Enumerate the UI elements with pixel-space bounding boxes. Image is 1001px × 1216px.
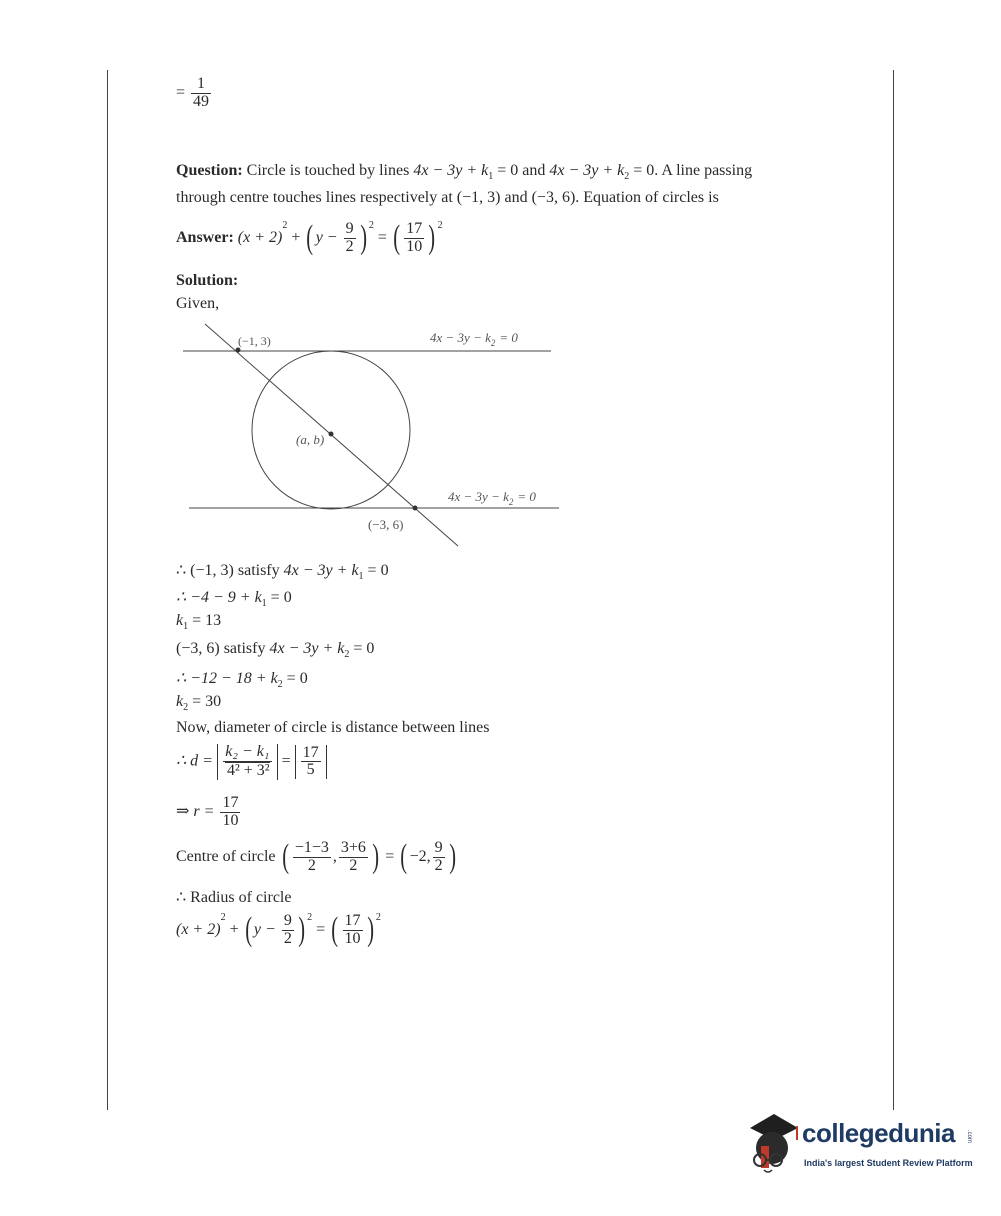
subscript: 1 [358, 571, 364, 582]
step-1 [176, 560, 389, 582]
step-4 [176, 640, 374, 660]
fraction-numerator: 9 [283, 912, 292, 930]
question-label: Question: [176, 162, 243, 179]
question-text-2: through centre touches lines respectively at [176, 189, 453, 206]
step-diameter [176, 744, 327, 780]
step-5 [176, 668, 308, 690]
label-line-top: $4x - 3y - k_2 = 0$ [430, 330, 518, 348]
step-text: ∴ d = [176, 752, 213, 770]
step-3 [176, 612, 221, 632]
right-paren: ) [372, 838, 379, 876]
fraction-denominator: 10 [406, 237, 423, 255]
subscript: 2 [183, 702, 189, 713]
right-paren: ) [366, 911, 374, 949]
right-paren: ) [298, 911, 305, 949]
step-text: ∴ (−1, 3) [176, 562, 234, 579]
point-top-dot [236, 348, 241, 353]
step-text: ∴ −4 − 9 + k [176, 589, 262, 606]
step-text: 4x − 3y + k [283, 562, 359, 579]
fraction-denominator: 2 [434, 856, 443, 874]
step-text: = 13 [192, 612, 222, 629]
step-text: = 30 [192, 693, 222, 710]
step-text: ∴ −12 − 18 + k [176, 670, 278, 687]
circle [252, 351, 410, 509]
subscript: 2 [277, 679, 283, 690]
step-text: = 0 [270, 589, 292, 606]
label-line-bottom: $4x - 3y - k_2 = 0$ [448, 489, 536, 507]
left-paren: ( [400, 838, 408, 876]
step-text: (−3, 6) [176, 640, 220, 657]
fraction-denominator: 10 [222, 811, 239, 829]
fraction-numerator: k₂ − k₁ [223, 744, 272, 762]
final-equation [176, 912, 381, 948]
right-paren: ) [428, 219, 436, 257]
left-paren: ( [244, 911, 252, 949]
fraction-numerator: 1 [191, 76, 211, 94]
equals-sign: = [176, 83, 186, 101]
step-text: ⇒ r = [176, 802, 215, 820]
equals-sign: = [385, 847, 395, 865]
exponent: 2 [220, 912, 226, 923]
step-text: k [176, 693, 184, 710]
fraction-denominator: 4² + 3² [226, 761, 270, 779]
exponent: 2 [375, 912, 381, 923]
final-term-1: (x + 2) [176, 921, 221, 938]
point-2: (−3, 6) [531, 189, 576, 206]
subscript: 1 [183, 621, 189, 632]
fraction-denominator: 5 [306, 761, 315, 779]
step-text: satisfy [237, 562, 280, 579]
label-point-bottom: (−3, 6) [368, 517, 404, 532]
exponent: 2 [282, 220, 288, 231]
fraction-denominator: 2 [345, 237, 354, 255]
equals-zero: = 0 [633, 162, 655, 179]
fraction-numerator: 17 [302, 743, 319, 761]
exponent: 2 [368, 220, 374, 231]
left-paren: ( [281, 838, 289, 876]
left-paren: ( [393, 219, 401, 257]
step-text: = 0 [286, 670, 308, 687]
logo-wordmark: collegedunia [802, 1118, 955, 1148]
subscript: 2 [624, 171, 630, 182]
logo-tagline: India's largest Student Review Platform [804, 1158, 973, 1168]
step-text: Centre of circle [176, 847, 276, 865]
label-point-top: (−1, 3) [238, 334, 271, 348]
y-minus: y − [253, 921, 276, 938]
collegedunia-logo[interactable] [744, 1110, 974, 1180]
subscript: 2 [344, 649, 350, 660]
exponent: 2 [437, 220, 443, 231]
step-text: k [176, 612, 184, 629]
radius-label: ∴ Radius of circle [176, 889, 292, 906]
and-word: and [504, 189, 528, 206]
fraction-denominator: 2 [283, 929, 292, 947]
subscript: 1 [488, 171, 494, 182]
step-centre: Centre of circle ( $\frac{-1-3}{2}$ , $\frac{3+6}{2}$ ) = ( −2, $\frac{9}{2}$ ) [176, 838, 456, 876]
solution-label: Solution: [176, 272, 239, 289]
plus-sign: + [291, 229, 301, 246]
y-minus: y − [315, 229, 338, 246]
fraction-numerator: 9 [345, 220, 354, 238]
step-text: satisfy [223, 640, 266, 657]
step-text: 4x − 3y + k [269, 640, 345, 657]
exponent: 2 [307, 912, 313, 923]
fraction-numerator: −1−3 [294, 839, 329, 856]
step-text: = 0 [367, 562, 389, 579]
question-text-2-end: . Equation of circles is [575, 189, 719, 206]
fraction-denominator: 2 [307, 856, 316, 874]
question-text: Circle is touched by lines [246, 162, 410, 179]
line-1-equation: 4x − 3y + k [413, 162, 489, 179]
step-6 [176, 693, 221, 713]
right-paren: ) [448, 838, 456, 876]
fraction-numerator: 17 [406, 220, 423, 238]
left-paren: ( [331, 911, 339, 949]
point-1: (−1, 3) [456, 189, 501, 206]
step-7: Now, diameter of circle is distance between lines [176, 719, 490, 736]
given-label: Given, [176, 295, 220, 312]
right-paren: ) [359, 219, 367, 257]
fraction-denominator: 49 [193, 92, 210, 110]
equals-sign: = [377, 229, 387, 246]
and-word: and [522, 162, 546, 179]
mascot-icon [744, 1110, 802, 1176]
subscript: 1 [261, 598, 267, 609]
plus-sign: + [229, 921, 239, 938]
fraction-numerator: 17 [344, 912, 361, 930]
equals-sign: = [281, 752, 291, 770]
step-2 [176, 587, 292, 609]
step-text: = 0 [353, 640, 375, 657]
fraction-numerator: 3+6 [340, 839, 366, 856]
fraction-denominator: 10 [344, 929, 361, 947]
equals-sign: = [316, 921, 326, 938]
fraction-numerator: 17 [222, 794, 239, 811]
point-bottom-dot [413, 506, 418, 511]
line-2-equation: 4x − 3y + k [549, 162, 625, 179]
answer-label: Answer: [176, 229, 234, 246]
equals-zero: = 0 [497, 162, 519, 179]
left-paren: ( [306, 219, 314, 257]
fraction-denominator: 2 [349, 856, 358, 874]
fraction-numerator: 9 [434, 839, 443, 856]
answer-term-1: (x + 2) [237, 229, 283, 246]
step-radius [176, 795, 242, 830]
question-text-end: . A line passing [654, 162, 753, 179]
logo-com: .com [966, 1130, 972, 1144]
step-text: −2, [409, 847, 431, 865]
center-dot [329, 432, 334, 437]
label-center: (a, b) [296, 432, 325, 447]
